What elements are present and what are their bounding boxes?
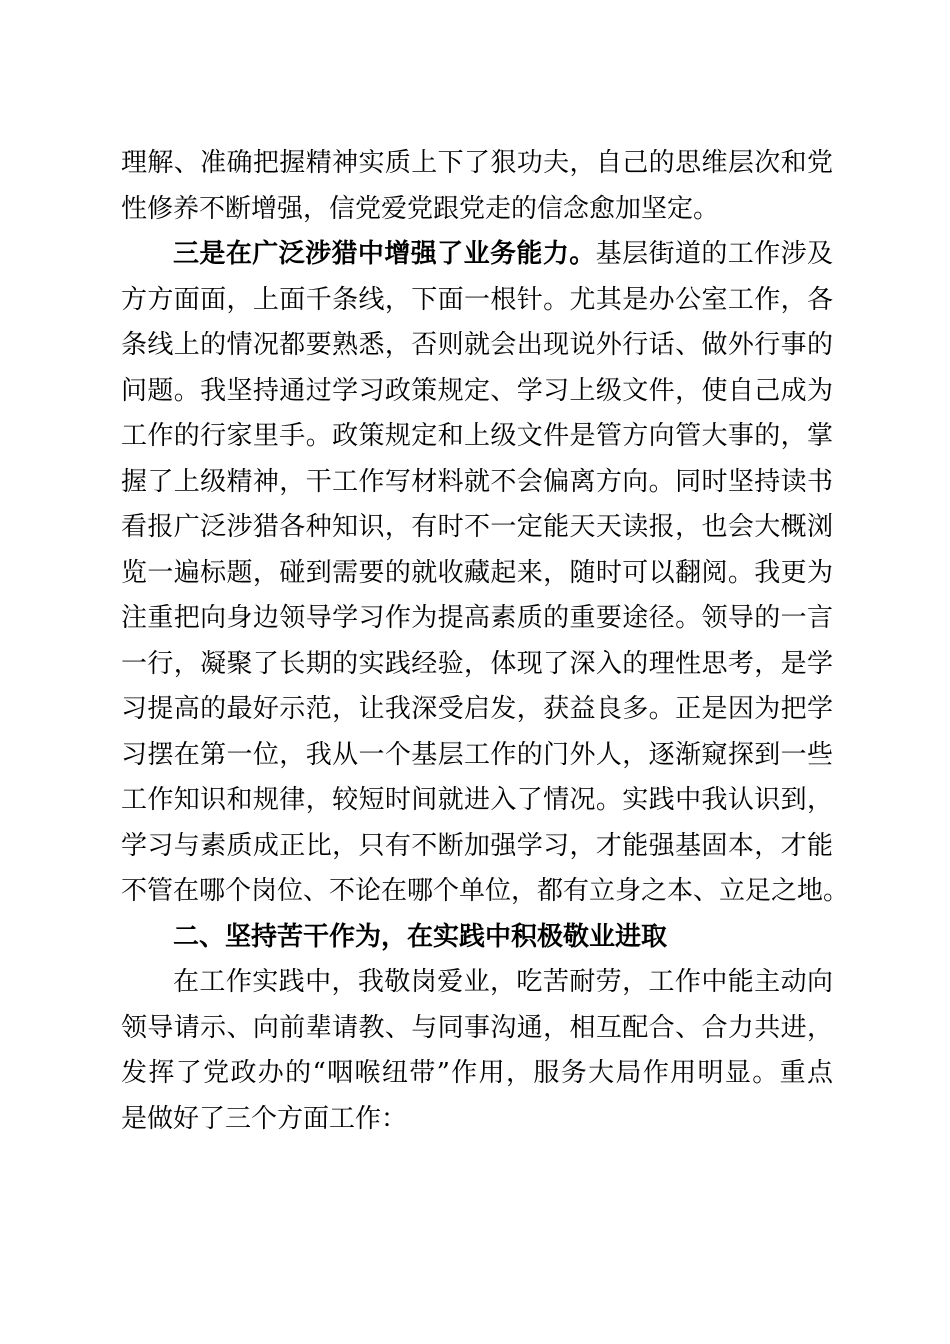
text-line: 工作的行家里手。政策规定和上级文件是管方向管大事的，掌	[121, 421, 833, 451]
paragraph-lead-sentence: 三是在广泛涉猎中增强了业务能力。	[173, 239, 596, 269]
text-line: 性修养不断增强，信党爱党跟党走的信念愈加坚定。	[121, 193, 720, 224]
text-line: 方方面面，上面千条线，下面一根针。尤其是办公室工作，各	[121, 284, 833, 315]
text-line: 问题。我坚持通过学习政策规定、学习上级文件，使自己成为	[121, 375, 833, 406]
text-line: 握了上级精神，干工作写材料就不会偏离方向。同时坚持读书	[121, 466, 833, 497]
text-line: 习摆在第一位，我从一个基层工作的门外人，逐渐窥探到一些	[121, 739, 833, 770]
text-line: 览一遍标题，碰到需要的就收藏起来，随时可以翻阅。我更为	[121, 557, 833, 588]
text-line: 工作知识和规律，较短时间就进入了情况。实践中我认识到，	[121, 785, 833, 815]
paragraph-opening-line	[121, 232, 833, 278]
text-line: 习提高的最好示范，让我深受启发，获益良多。正是因为把学	[121, 694, 833, 724]
text-line: 不管在哪个岗位、不论在哪个单位，都有立身之本、立足之地。	[121, 876, 850, 906]
text-line: 领导请示、向前辈请教、与同事沟通，相互配合、合力共进，	[121, 1012, 833, 1043]
text-line: 一行，凝聚了长期的实践经验，体现了深入的理性思考，是学	[121, 648, 833, 679]
text-line: 看报广泛涉猎各种知识，有时不一定能天天读报，也会大概浏	[121, 512, 833, 542]
text-line: 理解、准确把握精神实质上下了狠功夫，自己的思维层次和党	[121, 148, 833, 178]
document-body	[121, 141, 850, 1142]
text-line: 条线上的情况都要熟悉，否则就会出现说外行话、做外行事的	[121, 330, 833, 360]
text-line: 注重把向身边领导学习作为提高素质的重要途径。领导的一言	[121, 603, 833, 633]
paragraph-opening-rest: 基层街道的工作涉及	[595, 239, 833, 269]
text-line: 是做好了三个方面工作：	[121, 1103, 408, 1134]
text-line: 在工作实践中，我敬岗爱业，吃苦耐劳，工作中能主动向	[173, 967, 833, 997]
section-heading: 二、坚持苦干作为，在实践中积极敬业进取	[173, 921, 668, 952]
text-line: 发挥了党政办的“咽喉纽带”作用，服务大局作用明显。重点	[121, 1058, 833, 1088]
text-line: 学习与素质成正比，只有不断加强学习，才能强基固本，才能	[121, 830, 833, 861]
